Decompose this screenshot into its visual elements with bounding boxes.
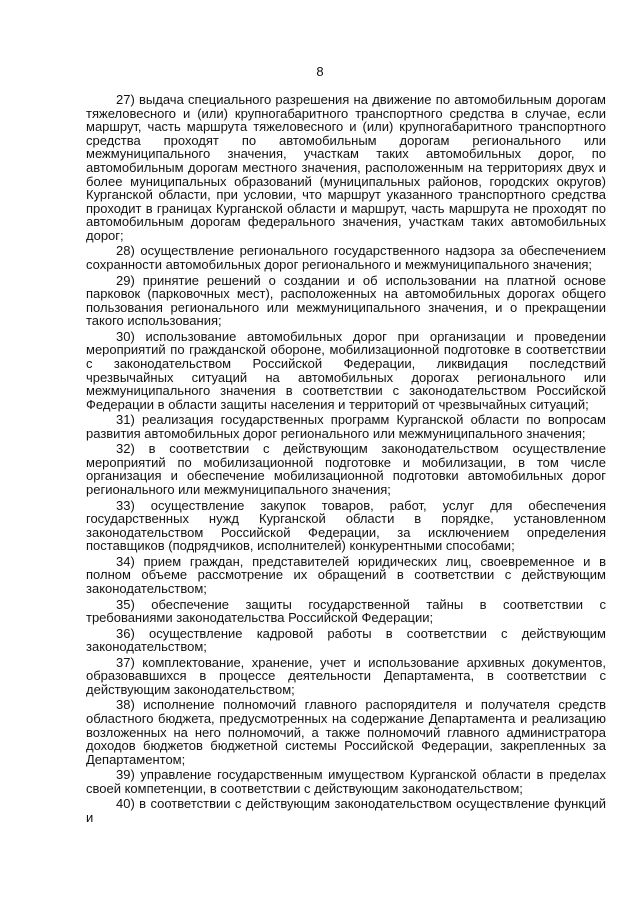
list-item: 36) осуществление кадровой работы в соответствии с действующим законодательством; <box>86 625 606 655</box>
list-item: 29) принятие решений о создании и об использовании на платной основе парковок (парковочных мест), расположенных на автомобильных дорогах общего пользования регионального или межмуниципального значения, и о прекращении такого использования; <box>86 272 606 329</box>
list-item: 39) управление государственным имуществом Курганской области в пределах своей компетенции, в соответствии с действующим законодательством; <box>86 767 606 796</box>
list-item: 28) осуществление регионального государственного надзора за обеспечением сохранности автомобильных дорог регионального и межмуниципального значения; <box>86 243 606 273</box>
list-item: 30) использование автомобильных дорог при организации и проведении мероприятий по гражданской обороне, мобилизационной подготовке в соответствии с законодательством Российской Федерации, ликвидация последствий чрезвычайных ситуаций на автомобильных дорогах регионального или межмуниципального значения в соответствии с законодательством Российской Федерации в области защиты населения и территорий от чрезвычайных ситуаций; <box>86 328 606 412</box>
list-item: 38) исполнение полномочий главного распорядителя и получателя средств областного бюджета, предусмотренных на содержание Департамента и реализацию возложенных на него полномочий, а также полномочий главного администратора доходов бюджетов бюджетной системы Российской Федерации, закрепленных за Департаментом; <box>86 697 606 767</box>
list-item: 27) выдача специального разрешения на движение по автомобильным дорогам тяжеловесного и (или) крупногабаритного транспортного средства в случае, если маршрут, часть маршрута тяжеловесного и (или) крупногабаритного транспортного средства проходят по автомобильным дорогам регионального или межмуниципального значения, участкам таких автомобильных дорог, по автомобильным дорогам местного значения, расположенным на территориях двух и более муниципальных образований (муниципальных районов, городских округов) Курганской области, при условии, что маршрут указанного транспортного средства проходит в границах Курганской области и маршрут, часть маршрута не проходят по автомобильным дорогам федерального значения, участкам таких автомобильных дорог; <box>86 92 606 243</box>
document-body <box>86 93 606 826</box>
page-number: 8 <box>316 64 324 79</box>
list-item: 34) прием граждан, представителей юридических лиц, своевременное и в полном объеме рассмотрение их обращений в соответствии с действующим законодательством; <box>86 553 606 597</box>
list-item: 37) комплектование, хранение, учет и использование архивных документов, образовавшихся в процессе деятельности Департамента, в соответствии с действующим законодательством; <box>86 654 606 697</box>
list-item: 31) реализация государственных программ Курганской области по вопросам развития автомобильных дорог регионального или межмуниципального значения; <box>86 412 606 441</box>
list-item: 35) обеспечение защиты государственной тайны в соответствии с требованиями законодательства Российской Федерации; <box>86 596 606 626</box>
list-item: 32) в соответствии с действующим законодательством осуществление мероприятий по мобилизационной подготовке и мобилизации, в том числе организация и обеспечение мобилизационной подготовки автомобильных дорог регионального или межмуниципального значения; <box>86 441 606 498</box>
list-item: 33) осуществление закупок товаров, работ, услуг для обеспечения государственных нужд Курганской области в порядке, установленном законодательством Российской Федерации, за исключением определения поставщиков (подрядчиков, исполнителей) конкурентными способами; <box>86 497 606 554</box>
list-item: 40) в соответствии с действующим законодательством осуществление функций и <box>86 796 606 825</box>
